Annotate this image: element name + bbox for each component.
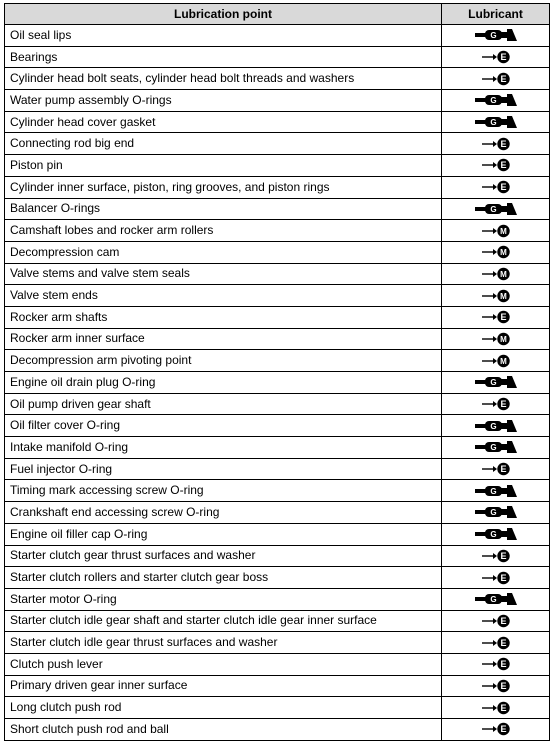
svg-text:E: E [499,702,507,713]
lubrication-point-cell: Starter motor O-ring [5,588,442,610]
molybdenum-oil-icon [442,350,550,372]
lubrication-point-cell: Fuel injector O-ring [5,458,442,480]
header-lubrication-point: Lubrication point [5,4,442,25]
lubrication-point-cell: Primary driven gear inner surface [5,675,442,697]
svg-text:M: M [499,226,507,236]
engine-oil-icon [442,567,550,589]
molybdenum-oil-icon [442,285,550,307]
lubrication-point-cell: Connecting rod big end [5,133,442,155]
svg-text:E: E [499,160,507,171]
table-row [5,155,550,177]
svg-text:G: G [489,378,497,388]
svg-text:M: M [499,356,507,366]
lubrication-point-cell: Crankshaft end accessing screw O-ring [5,502,442,524]
lubrication-point-cell: Piston pin [5,155,442,177]
table-row [5,523,550,545]
lubrication-point-cell: Rocker arm inner surface [5,328,442,350]
table-row [5,46,550,68]
svg-text:E: E [499,52,507,63]
engine-oil-icon [442,306,550,328]
table-row [5,25,550,47]
lubrication-point-cell: Camshaft lobes and rocker arm rollers [5,220,442,242]
lubrication-point-cell: Oil filter cover O-ring [5,415,442,437]
svg-text:G: G [489,421,497,431]
table-row [5,306,550,328]
lubrication-point-cell: Bearings [5,46,442,68]
svg-text:E: E [499,616,507,627]
table-row [5,263,550,285]
table-row [5,111,550,133]
engine-oil-icon [442,176,550,198]
lubrication-point-cell: Long clutch push rod [5,697,442,719]
svg-text:E: E [499,551,507,562]
grease-icon [442,437,550,459]
lubrication-point-cell: Starter clutch gear thrust surfaces and washer [5,545,442,567]
lubrication-point-cell: Engine oil filler cap O-ring [5,523,442,545]
svg-text:G: G [489,595,497,605]
lubrication-point-cell: Valve stems and valve stem seals [5,263,442,285]
table-header-row [5,4,550,25]
svg-text:E: E [499,681,507,692]
grease-icon [442,480,550,502]
table-row [5,372,550,394]
table-row [5,437,550,459]
engine-oil-icon [442,632,550,654]
table-row [5,719,550,741]
svg-text:M: M [499,269,507,279]
table-row [5,133,550,155]
grease-icon [442,523,550,545]
grease-icon [442,111,550,133]
engine-oil-icon [442,393,550,415]
lubrication-point-cell: Short clutch push rod and ball [5,719,442,741]
svg-text:E: E [499,73,507,84]
table-row [5,176,550,198]
svg-text:G: G [489,31,497,41]
lubrication-point-cell: Timing mark accessing screw O-ring [5,480,442,502]
table-row [5,198,550,220]
svg-text:E: E [499,312,507,323]
grease-icon [442,372,550,394]
engine-oil-icon [442,697,550,719]
lubrication-point-cell: Oil pump driven gear shaft [5,393,442,415]
engine-oil-icon [442,719,550,741]
engine-oil-icon [442,653,550,675]
engine-oil-icon [442,68,550,90]
engine-oil-icon [442,610,550,632]
table-row [5,415,550,437]
svg-text:M: M [499,291,507,301]
svg-text:E: E [499,637,507,648]
table-row [5,588,550,610]
table-row [5,285,550,307]
lubrication-point-cell: Rocker arm shafts [5,306,442,328]
svg-text:G: G [489,530,497,540]
table-row [5,610,550,632]
table-row [5,697,550,719]
svg-text:G: G [489,118,497,128]
svg-text:E: E [499,138,507,149]
table-row [5,68,550,90]
svg-text:G: G [489,486,497,496]
table-row [5,675,550,697]
header-lubricant: Lubricant [442,4,550,25]
grease-icon [442,198,550,220]
svg-text:E: E [499,659,507,670]
table-row [5,653,550,675]
engine-oil-icon [442,458,550,480]
engine-oil-icon [442,545,550,567]
table-row [5,241,550,263]
table-row [5,632,550,654]
molybdenum-oil-icon [442,241,550,263]
lubrication-point-cell: Cylinder head cover gasket [5,111,442,133]
table-row [5,220,550,242]
engine-oil-icon [442,155,550,177]
lubrication-point-cell: Clutch push lever [5,653,442,675]
lubrication-point-cell: Decompression arm pivoting point [5,350,442,372]
svg-text:E: E [499,572,507,583]
lubrication-table [4,3,550,741]
table-row [5,350,550,372]
svg-text:G: G [489,443,497,453]
lubrication-point-cell: Engine oil drain plug O-ring [5,372,442,394]
table-row [5,567,550,589]
lubrication-point-cell: Starter clutch rollers and starter clutch gear boss [5,567,442,589]
lubrication-point-cell: Starter clutch idle gear thrust surfaces and washer [5,632,442,654]
svg-text:M: M [499,334,507,344]
grease-icon [442,90,550,112]
molybdenum-oil-icon [442,263,550,285]
lubrication-point-cell: Oil seal lips [5,25,442,47]
lubrication-point-cell: Decompression cam [5,241,442,263]
grease-icon [442,502,550,524]
table-row [5,545,550,567]
table-row [5,480,550,502]
table-row [5,502,550,524]
svg-text:G: G [489,508,497,518]
lubrication-point-cell: Valve stem ends [5,285,442,307]
lubrication-point-cell: Intake manifold O-ring [5,437,442,459]
svg-text:G: G [489,96,497,106]
table-row [5,328,550,350]
svg-text:E: E [499,724,507,735]
lubrication-point-cell: Balancer O-rings [5,198,442,220]
grease-icon [442,25,550,47]
engine-oil-icon [442,46,550,68]
table-row [5,393,550,415]
molybdenum-oil-icon [442,328,550,350]
engine-oil-icon [442,675,550,697]
table-row [5,90,550,112]
svg-text:G: G [489,204,497,214]
lubrication-point-cell: Cylinder head bolt seats, cylinder head bolt threads and washers [5,68,442,90]
table-row [5,458,550,480]
lubrication-point-cell: Cylinder inner surface, piston, ring grooves, and piston rings [5,176,442,198]
svg-text:M: M [499,248,507,258]
grease-icon [442,588,550,610]
svg-text:E: E [499,182,507,193]
svg-text:E: E [499,399,507,410]
lubrication-point-cell: Starter clutch idle gear shaft and starter clutch idle gear inner surface [5,610,442,632]
molybdenum-oil-icon [442,220,550,242]
engine-oil-icon [442,133,550,155]
grease-icon [442,415,550,437]
lubrication-point-cell: Water pump assembly O-rings [5,90,442,112]
svg-text:E: E [499,464,507,475]
